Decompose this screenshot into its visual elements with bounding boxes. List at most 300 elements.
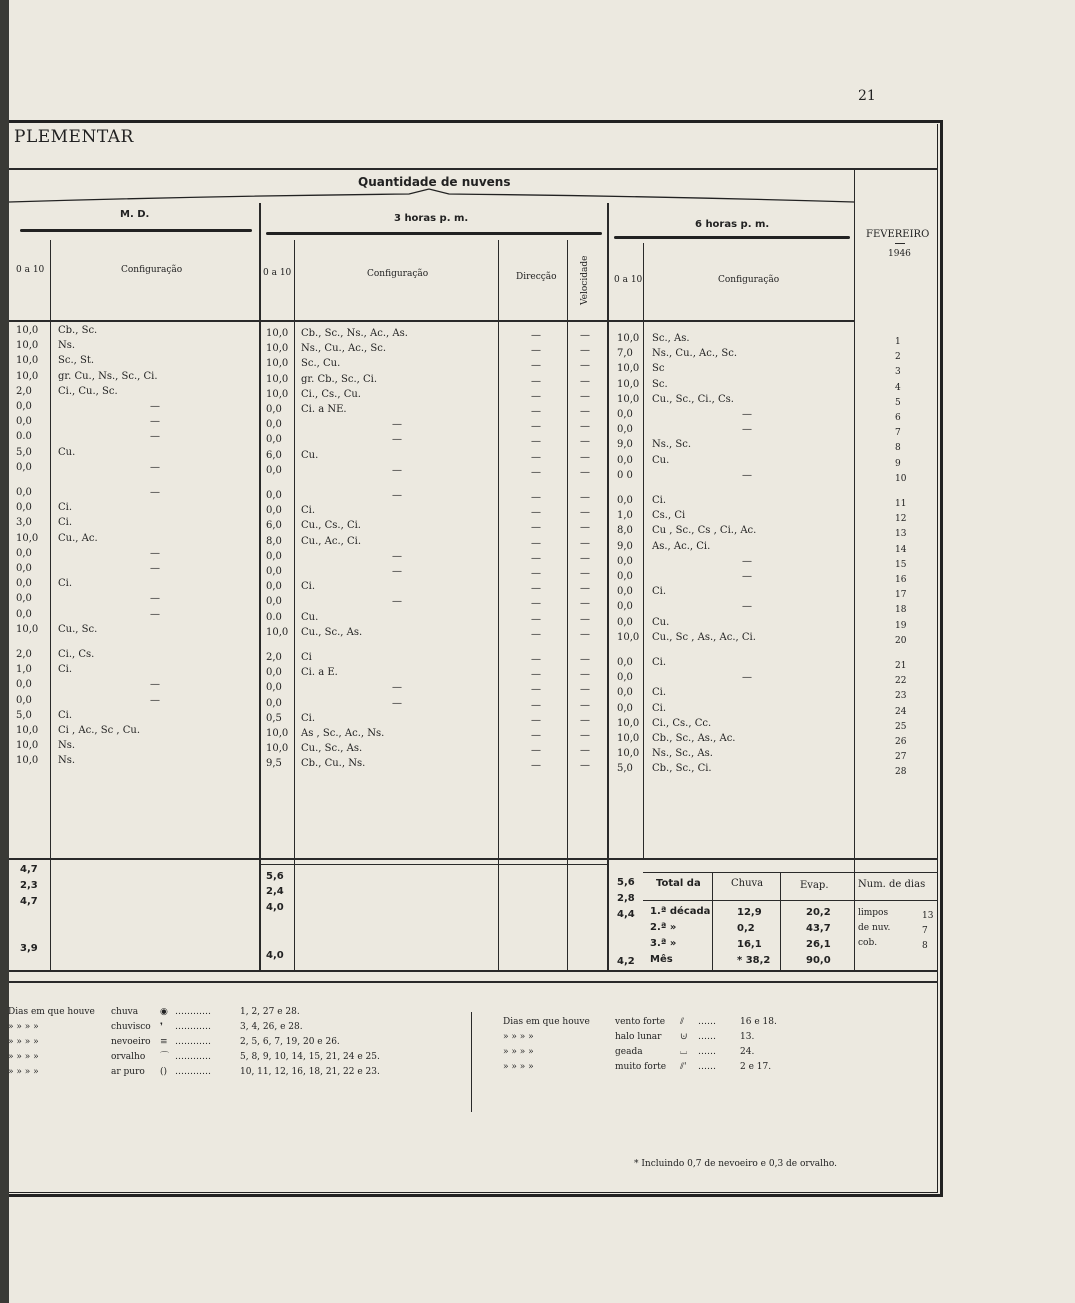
velocity: — xyxy=(580,421,590,432)
h3-amount: 0,0 xyxy=(266,566,282,577)
md-config: Cu. xyxy=(58,447,76,458)
h6-mean-3: 4,4 xyxy=(617,909,635,920)
direction: — xyxy=(531,614,541,625)
h3-mean-3: 4,0 xyxy=(266,902,284,913)
velocity: — xyxy=(580,330,590,341)
day-number: 11 xyxy=(895,499,907,509)
note-days: 3, 4, 26, e 28. xyxy=(240,1022,303,1032)
h6-config: Cu., Sc., Ci., Cs. xyxy=(652,394,734,405)
note-label: chuva xyxy=(111,1007,139,1017)
md-amount: 0,0 xyxy=(16,695,32,706)
direction: — xyxy=(531,421,541,432)
h3-config: — xyxy=(392,698,402,709)
md-config: — xyxy=(150,695,160,706)
velocity: — xyxy=(580,376,590,387)
h6-amount: 8,0 xyxy=(617,525,633,536)
velocity: — xyxy=(580,654,590,665)
md-config: — xyxy=(150,416,160,427)
month-label: FEVEREIRO xyxy=(866,229,930,240)
md-amount: 5,0 xyxy=(16,710,32,721)
h3-config: — xyxy=(392,682,402,693)
h6-config: As., Ac., Ci. xyxy=(652,541,711,552)
velocity: — xyxy=(580,345,590,356)
day-number: 25 xyxy=(895,722,907,732)
velocity: — xyxy=(580,467,590,478)
note-days: 13. xyxy=(740,1032,755,1042)
md-amount: 10,0 xyxy=(16,755,39,766)
note-leader: …… xyxy=(698,1062,716,1072)
decada-evap: 90,0 xyxy=(806,955,831,966)
velocity: — xyxy=(580,360,590,371)
direction: — xyxy=(531,700,541,711)
note-days: 16 e 18. xyxy=(740,1017,777,1027)
md-config: Ci. xyxy=(58,502,73,513)
header-bottom-rule xyxy=(9,320,854,322)
chuva-header: Chuva xyxy=(731,878,764,889)
note-symbol-icon: ⫽' xyxy=(680,1062,687,1072)
md-config: Ci., Cs. xyxy=(58,649,95,660)
h6-amount: 7,0 xyxy=(617,348,633,359)
h6-config: Ns., Cu., Ac., Sc. xyxy=(652,348,738,359)
day-number: 1 xyxy=(895,337,901,347)
velocity: — xyxy=(580,629,590,640)
velocity: — xyxy=(580,684,590,695)
note-days: 5, 8, 9, 10, 14, 15, 21, 24 e 25. xyxy=(240,1052,380,1062)
md-amount: 10,0 xyxy=(16,740,39,751)
note-leader: …… xyxy=(698,1032,716,1042)
h6-mean-2: 2,8 xyxy=(617,893,635,904)
day-number: 2 xyxy=(895,352,901,362)
col-6h-config: Configuração xyxy=(718,275,780,285)
h6-config: — xyxy=(742,424,752,435)
direction: — xyxy=(531,376,541,387)
h3-config: — xyxy=(392,551,402,562)
md-config: — xyxy=(150,462,160,473)
note-days: 2, 5, 6, 7, 19, 20 e 26. xyxy=(240,1037,340,1047)
direction: — xyxy=(531,684,541,695)
direction: — xyxy=(531,538,541,549)
h3-config: Cu., Sc., As. xyxy=(301,743,363,754)
h3-config: gr. Cb., Sc., Ci. xyxy=(301,374,378,385)
h6-config: Cb., Sc., As., Ac. xyxy=(652,733,736,744)
direction: — xyxy=(531,730,541,741)
md-amount: 2,0 xyxy=(16,649,32,660)
note-label: ar puro xyxy=(111,1067,145,1077)
md-amount: 0.0 xyxy=(16,431,32,442)
note-label: orvalho xyxy=(111,1052,146,1062)
h6-amount: 0,0 xyxy=(617,455,633,466)
md-amount: 0,0 xyxy=(16,679,32,690)
velocity: — xyxy=(580,391,590,402)
notes-divider xyxy=(471,1012,472,1112)
md-amount: 0,0 xyxy=(16,609,32,620)
md-config: Ci. xyxy=(58,664,73,675)
note-prefix: » » » » xyxy=(8,1037,39,1047)
direction: — xyxy=(531,669,541,680)
md-mean-3: 4,7 xyxy=(20,896,38,907)
h6-amount: 10,0 xyxy=(617,748,640,759)
h6-mean-month: 4,2 xyxy=(617,956,635,967)
h6-amount: 0,0 xyxy=(617,601,633,612)
h6-amount: 0,0 xyxy=(617,703,633,714)
h3-config: Cu., Cs., Ci. xyxy=(301,520,361,531)
h3-config: — xyxy=(392,419,402,430)
vrule-3h-6h xyxy=(607,203,609,970)
md-config: Ns. xyxy=(58,740,76,751)
velocity: — xyxy=(580,715,590,726)
section-title: PLEMENTAR xyxy=(14,127,134,147)
day-number: 3 xyxy=(895,367,901,377)
velocity: — xyxy=(580,452,590,463)
notes-top-rule xyxy=(9,981,938,983)
note-label: geada xyxy=(615,1047,643,1057)
summary-bottom-rule xyxy=(9,970,938,972)
h6-amount: 9,0 xyxy=(617,541,633,552)
velocity: — xyxy=(580,614,590,625)
md-amount: 5,0 xyxy=(16,447,32,458)
note-label: muito forte xyxy=(615,1062,667,1072)
md-amount: 0,0 xyxy=(16,502,32,513)
h3-config: — xyxy=(392,596,402,607)
note-leader: …… xyxy=(698,1017,716,1027)
note-prefix: » » » » xyxy=(8,1022,39,1032)
h3-summary-rule xyxy=(261,864,607,865)
rain-vrule-2 xyxy=(780,872,781,970)
direction: — xyxy=(531,406,541,417)
direction: — xyxy=(531,436,541,447)
velocity: — xyxy=(580,568,590,579)
note-leader: …… xyxy=(698,1047,716,1057)
h3-config: — xyxy=(392,434,402,445)
md-config: gr. Cu., Ns., Sc., Ci. xyxy=(58,371,158,382)
note-prefix: Dias em que houve xyxy=(503,1017,590,1027)
month-dash xyxy=(895,243,905,244)
h3-amount: 0,0 xyxy=(266,667,282,678)
velocity: — xyxy=(580,522,590,533)
h3-config: — xyxy=(392,490,402,501)
day-number: 28 xyxy=(895,767,907,777)
h6-amount: 0 0 xyxy=(617,470,633,481)
decada-chuva: 0,2 xyxy=(737,923,755,934)
h6-config: Ci. xyxy=(652,687,667,698)
note-symbol-icon: ❜ xyxy=(160,1022,163,1032)
h6-amount: 10,0 xyxy=(617,333,640,344)
velocity: — xyxy=(580,538,590,549)
md-config: Cb., Sc. xyxy=(58,325,98,336)
md-amount: 1,0 xyxy=(16,664,32,675)
h3-config: — xyxy=(392,566,402,577)
bar-6h xyxy=(614,236,850,239)
h6-amount: 10,0 xyxy=(617,733,640,744)
num-dias-value: 8 xyxy=(922,941,928,951)
vrule-md-scale xyxy=(50,240,51,970)
decada-chuva: 16,1 xyxy=(737,939,762,950)
h6-amount: 9,0 xyxy=(617,439,633,450)
h6-config: Cu , Sc., Cs , Ci., Ac. xyxy=(652,525,757,536)
day-number: 16 xyxy=(895,575,907,585)
h3-amount: 0,0 xyxy=(266,404,282,415)
md-amount: 0,0 xyxy=(16,548,32,559)
header-top-rule xyxy=(9,168,938,170)
day-number: 17 xyxy=(895,590,907,600)
direction: — xyxy=(531,654,541,665)
h6-config: Ci. xyxy=(652,703,667,714)
note-leader: ………… xyxy=(175,1007,211,1017)
md-config: Sc., St. xyxy=(58,355,95,366)
direction: — xyxy=(531,452,541,463)
note-prefix: Dias em que houve xyxy=(8,1007,95,1017)
h6-amount: 1,0 xyxy=(617,510,633,521)
h6-amount: 0,0 xyxy=(617,495,633,506)
vrule-3h-dir xyxy=(498,240,499,970)
num-dias-value: 13 xyxy=(922,911,934,921)
summary-top-rule xyxy=(9,858,938,860)
day-number: 9 xyxy=(895,459,901,469)
md-amount: 0,0 xyxy=(16,487,32,498)
h3-amount: 0,0 xyxy=(266,596,282,607)
h6-amount: 0,0 xyxy=(617,657,633,668)
h3-mean-1: 5,6 xyxy=(266,871,284,882)
col-direccao: Direcção xyxy=(516,272,557,282)
h3-amount: 10,0 xyxy=(266,627,289,638)
h6-config: Ci. xyxy=(652,586,667,597)
note-days: 24. xyxy=(740,1047,755,1057)
decada-label: 1.ª década xyxy=(650,906,711,917)
md-config: — xyxy=(150,679,160,690)
velocity: — xyxy=(580,436,590,447)
direction: — xyxy=(531,583,541,594)
note-prefix: » » » » xyxy=(503,1062,534,1072)
day-number: 4 xyxy=(895,383,901,393)
col-3h-config: Configuração xyxy=(367,269,429,279)
col-md-config: Configuração xyxy=(121,265,183,275)
rain-table-header-rule xyxy=(643,900,854,901)
page-number: 21 xyxy=(858,88,876,104)
h6-config: — xyxy=(742,556,752,567)
h6-amount: 0,0 xyxy=(617,571,633,582)
vrule-dir-vel xyxy=(567,240,568,970)
h3-amount: 10,0 xyxy=(266,328,289,339)
note-leader: ………… xyxy=(175,1037,211,1047)
h6-config: Cu. xyxy=(652,617,670,628)
num-dias-label: cob. xyxy=(858,938,878,948)
year-label: 1946 xyxy=(888,249,911,259)
note-days: 2 e 17. xyxy=(740,1062,772,1072)
h6-config: Sc. xyxy=(652,379,668,390)
day-number: 26 xyxy=(895,737,907,747)
h6-config: — xyxy=(742,571,752,582)
h3-amount: 0,0 xyxy=(266,490,282,501)
direction: — xyxy=(531,391,541,402)
md-mean-1: 4,7 xyxy=(20,864,38,875)
h6-config: Ns., Sc. xyxy=(652,439,692,450)
h3-amount: 10,0 xyxy=(266,389,289,400)
h6-amount: 0,0 xyxy=(617,556,633,567)
day-number: 24 xyxy=(895,707,907,717)
h6-config: Ci., Cs., Cc. xyxy=(652,718,712,729)
h3-amount: 0,0 xyxy=(266,551,282,562)
md-config: — xyxy=(150,548,160,559)
h3-config: Sc., Cu. xyxy=(301,358,341,369)
footnote: * Incluindo 0,7 de nevoeiro e 0,3 de orvalho. xyxy=(634,1159,837,1169)
decada-chuva: * 38,2 xyxy=(737,955,771,966)
velocity: — xyxy=(580,492,590,503)
note-prefix: » » » » xyxy=(503,1047,534,1057)
h3-amount: 6,0 xyxy=(266,520,282,531)
decada-evap: 26,1 xyxy=(806,939,831,950)
evap-header: Evap. xyxy=(800,880,829,891)
decada-evap: 43,7 xyxy=(806,923,831,934)
velocity: — xyxy=(580,406,590,417)
h6-amount: 0,0 xyxy=(617,617,633,628)
h3-mean-month: 4,0 xyxy=(266,950,284,961)
h3-config: Ci. a NE. xyxy=(301,404,347,415)
md-amount: 10,0 xyxy=(16,355,39,366)
h6-config: — xyxy=(742,672,752,683)
main-header: Quantidade de nuvens xyxy=(358,175,511,189)
md-config: Ns. xyxy=(58,340,76,351)
note-symbol-icon: ⌴ xyxy=(680,1047,688,1057)
note-label: halo lunar xyxy=(615,1032,662,1042)
h3-config: Ci. xyxy=(301,505,316,516)
h6-config: Cu., Sc , As., Ac., Ci. xyxy=(652,632,756,643)
vrule-6h-scale xyxy=(643,243,644,858)
note-symbol-icon: ◉ xyxy=(160,1007,168,1017)
bar-3h xyxy=(266,232,602,235)
note-label: vento forte xyxy=(615,1017,666,1027)
h3-amount: 0,5 xyxy=(266,713,282,724)
md-config: — xyxy=(150,487,160,498)
direction: — xyxy=(531,553,541,564)
page-binding-edge xyxy=(0,0,9,1303)
direction: — xyxy=(531,568,541,579)
h3-amount: 0,0 xyxy=(266,682,282,693)
group-6h: 6 horas p. m. xyxy=(695,219,770,230)
h6-config: Cs., Ci xyxy=(652,510,686,521)
day-number: 14 xyxy=(895,545,907,555)
md-amount: 10,0 xyxy=(16,533,39,544)
h3-amount: 6,0 xyxy=(266,450,282,461)
day-number: 20 xyxy=(895,636,907,646)
h3-config: Cu., Ac., Ci. xyxy=(301,536,362,547)
direction: — xyxy=(531,492,541,503)
vrule-3h-scale xyxy=(294,240,295,970)
md-config: — xyxy=(150,431,160,442)
h3-amount: 0,0 xyxy=(266,419,282,430)
direction: — xyxy=(531,522,541,533)
h3-config: Cu., Sc., As. xyxy=(301,627,363,638)
h6-amount: 10,0 xyxy=(617,394,640,405)
direction: — xyxy=(531,467,541,478)
num-dias-label: limpos xyxy=(858,908,889,918)
bar-md xyxy=(20,229,252,232)
h3-amount: 10,0 xyxy=(266,728,289,739)
note-days: 10, 11, 12, 16, 18, 21, 22 e 23. xyxy=(240,1067,380,1077)
note-leader: ………… xyxy=(175,1052,211,1062)
h3-amount: 10,0 xyxy=(266,374,289,385)
h3-amount: 0,0 xyxy=(266,581,282,592)
h3-config: Ci., Cs., Cu. xyxy=(301,389,361,400)
h3-amount: 10,0 xyxy=(266,358,289,369)
h6-amount: 5,0 xyxy=(617,763,633,774)
h6-config: Cb., Sc., Ci. xyxy=(652,763,712,774)
h3-amount: 0,0 xyxy=(266,505,282,516)
note-prefix: » » » » xyxy=(8,1052,39,1062)
h3-amount: 0,0 xyxy=(266,698,282,709)
md-config: Ns. xyxy=(58,755,76,766)
md-mean-2: 2,3 xyxy=(20,880,38,891)
vrule-day xyxy=(854,170,855,970)
md-amount: 10,0 xyxy=(16,340,39,351)
md-config: Cu., Sc. xyxy=(58,624,98,635)
day-number: 10 xyxy=(895,474,907,484)
total-header: Total da xyxy=(656,878,701,889)
note-leader: ………… xyxy=(175,1022,211,1032)
group-md: M. D. xyxy=(120,209,150,220)
velocity: — xyxy=(580,669,590,680)
md-amount: 0,0 xyxy=(16,416,32,427)
velocity: — xyxy=(580,598,590,609)
velocity: — xyxy=(580,730,590,741)
md-amount: 3,0 xyxy=(16,517,32,528)
velocity: — xyxy=(580,553,590,564)
md-amount: 0,0 xyxy=(16,401,32,412)
num-dias-label: de nuv. xyxy=(858,923,891,933)
direction: — xyxy=(531,715,541,726)
note-prefix: » » » » xyxy=(503,1032,534,1042)
h3-amount: 10,0 xyxy=(266,743,289,754)
h6-amount: 0,0 xyxy=(617,409,633,420)
h3-amount: 0,0 xyxy=(266,465,282,476)
h3-config: Cu. xyxy=(301,612,319,623)
h3-config: As , Sc., Ac., Ns. xyxy=(301,728,385,739)
h3-config: Cu. xyxy=(301,450,319,461)
md-config: Ci., Cu., Sc. xyxy=(58,386,118,397)
group-3h: 3 horas p. m. xyxy=(394,213,469,224)
direction: — xyxy=(531,345,541,356)
md-amount: 0,0 xyxy=(16,462,32,473)
md-config: Ci , Ac., Sc , Cu. xyxy=(58,725,141,736)
h6-config: Cu. xyxy=(652,455,670,466)
day-number: 5 xyxy=(895,398,901,408)
h6-config: — xyxy=(742,601,752,612)
num-dias-header: Num. de dias xyxy=(858,879,926,890)
col-velocidade: Velocidade xyxy=(580,255,590,305)
h3-config: Cb., Cu., Ns. xyxy=(301,758,366,769)
h6-amount: 0,0 xyxy=(617,672,633,683)
day-number: 15 xyxy=(895,560,907,570)
velocity: — xyxy=(580,760,590,771)
md-amount: 0,0 xyxy=(16,563,32,574)
h6-mean-1: 5,6 xyxy=(617,877,635,888)
h3-config: — xyxy=(392,465,402,476)
h6-config: Ns., Sc., As. xyxy=(652,748,713,759)
direction: — xyxy=(531,760,541,771)
day-number: 21 xyxy=(895,661,907,671)
decada-evap: 20,2 xyxy=(806,907,831,918)
decada-label: 3.ª » xyxy=(650,938,677,949)
h6-config: — xyxy=(742,470,752,481)
direction: — xyxy=(531,360,541,371)
md-amount: 10,0 xyxy=(16,624,39,635)
note-label: nevoeiro xyxy=(111,1037,151,1047)
h6-amount: 10,0 xyxy=(617,379,640,390)
h6-config: Ci. xyxy=(652,495,667,506)
note-symbol-icon: ⌒ xyxy=(160,1052,170,1062)
h3-config: Ci. a E. xyxy=(301,667,338,678)
md-amount: 10,0 xyxy=(16,725,39,736)
velocity: — xyxy=(580,507,590,518)
